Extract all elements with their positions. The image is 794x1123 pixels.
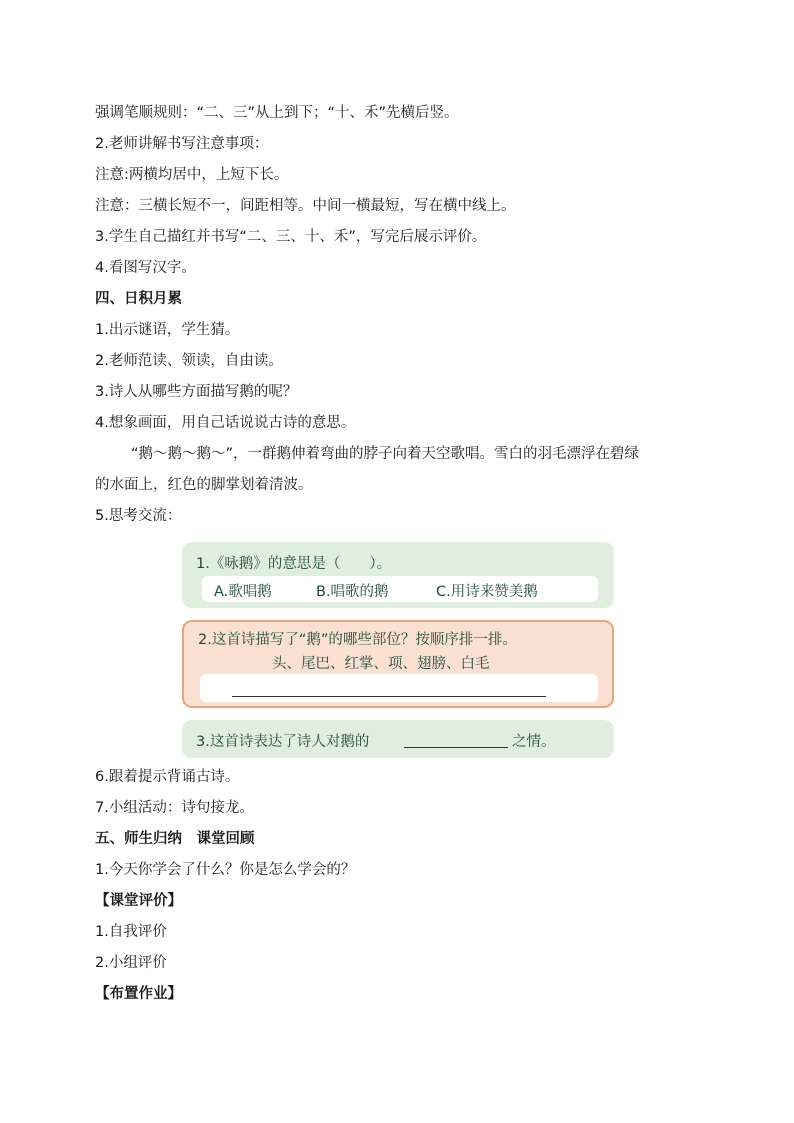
question-text-end: 之情。 bbox=[512, 734, 556, 750]
text-line: 4.看图写汉字。 bbox=[95, 260, 196, 276]
answer-box[interactable] bbox=[200, 674, 598, 702]
text-line: 2.老师范读、领读，自由读。 bbox=[95, 353, 283, 369]
question-text: 3.这首诗表达了诗人对鹅的 bbox=[196, 734, 370, 750]
text-line: 3.学生自己描红并书写“二、三、十、禾”，写完后展示评价。 bbox=[95, 229, 487, 245]
section-heading: 四、日积月累 bbox=[95, 291, 182, 307]
text-line: 2.小组评价 bbox=[95, 955, 167, 971]
text-line: 1.自我评价 bbox=[95, 924, 167, 940]
question-card-3 bbox=[182, 720, 614, 758]
options-box bbox=[202, 576, 598, 602]
option-c[interactable]: C.用诗来赞美鹅 bbox=[436, 584, 538, 600]
word-list: 头、尾巴、红掌、项、翅膀、白毛 bbox=[272, 656, 490, 672]
subheading: 【布置作业】 bbox=[95, 986, 182, 1002]
option-b[interactable]: B.唱歌的鹅 bbox=[316, 584, 389, 600]
text-line: 1.今天你学会了什么？你是怎么学会的？ bbox=[95, 862, 356, 878]
paragraph-line: “鹅～鹅～鹅～”，一群鹅伸着弯曲的脖子向着天空歌唱。雪白的羽毛漂浮在碧绿 bbox=[131, 446, 640, 462]
text-line: 5.思考交流： bbox=[95, 508, 182, 524]
question-card-1 bbox=[182, 542, 614, 608]
question-card-2 bbox=[182, 620, 614, 708]
paragraph-line: 的水面上，红色的脚掌划着清波。 bbox=[95, 477, 313, 493]
text-line: 注意:两横均居中，上短下长。 bbox=[95, 167, 289, 183]
text-line: 强调笔顺规则：“二、三”从上到下；“十、禾”先横后竖。 bbox=[95, 105, 459, 121]
text-line: 4.想象画面，用自己话说说古诗的意思。 bbox=[95, 415, 356, 431]
subheading: 【课堂评价】 bbox=[95, 893, 182, 909]
section-heading: 五、师生归纳 课堂回顾 bbox=[95, 831, 255, 847]
option-a[interactable]: A.歌唱鹅 bbox=[214, 584, 272, 600]
question-text: 2.这首诗描写了“鹅”的哪些部位？按顺序排一排。 bbox=[198, 632, 517, 648]
text-line: 注意：三横长短不一，间距相等。中间一横最短，写在横中线上。 bbox=[95, 198, 516, 214]
text-line: 2.老师讲解书写注意事项： bbox=[95, 136, 269, 152]
text-line: 6.跟着提示背诵古诗。 bbox=[95, 769, 240, 785]
answer-blank-line bbox=[232, 696, 546, 697]
question-text: 1.《咏鹅》的意思是（ ）。 bbox=[196, 556, 392, 572]
answer-blank-line[interactable] bbox=[404, 747, 508, 748]
text-line: 1.出示谜语，学生猜。 bbox=[95, 322, 240, 338]
text-line: 3.诗人从哪些方面描写鹅的呢？ bbox=[95, 384, 298, 400]
text-line: 7.小组活动：诗句接龙。 bbox=[95, 800, 254, 816]
